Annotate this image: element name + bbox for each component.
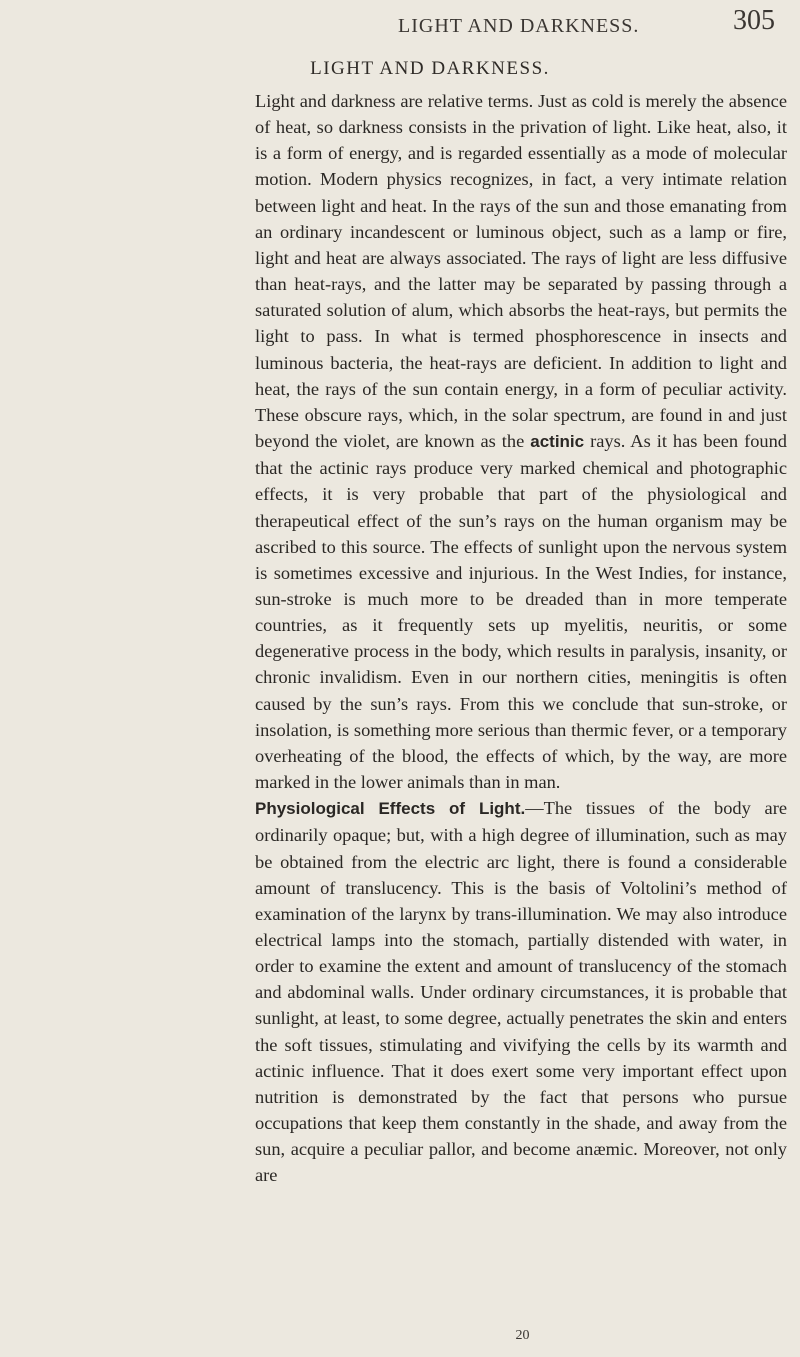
section-heading-physiological: Physiological Effects of Light. xyxy=(255,799,526,819)
chapter-title: LIGHT AND DARKNESS. xyxy=(310,58,550,79)
running-title: LIGHT AND DARKNESS. xyxy=(398,15,640,37)
paragraph-physiological xyxy=(255,795,787,1188)
paragraph-intro xyxy=(255,88,787,795)
paragraph-physiological-text: —The tissues of the body are ordinarily opaque; but, with a high degree of illumination, such as may be obtained from the electric arc light, there is found a considerable amount of translucency. This is the basis of Voltolini’s method of examination of the larynx by trans-illumination. We may also introduce electrical lamps into the stomach, partially distended with water, in order to examine the extent and amount of translucency of the stomach and abdominal walls. Under ordinary circumstances, it is probable that sunlight, at least, to some degree, actually penetrates the skin and enters the soft tissues, stimulating and vivifying the cells by its warmth and actinic influence. That it does exert some very important effect upon nutrition is demonstrated by the fact that persons who pursue occupations that keep them constantly in the shade, and away from the sun, acquire a peculiar pallor, and become anæmic. Moreover, not only are xyxy=(255,798,787,1186)
page-number: 305 xyxy=(733,5,775,36)
paragraph-intro-text-a: Light and darkness are relative terms. Just as cold is merely the absence of heat, so darkness consists in the privation of light. Like heat, also, it is a form of energy, and is regarded essentially as a mode of molecular motion. Modern physics recognizes, in fact, a very intimate relation between light and heat. In the rays of the sun and those emanating from an ordinary incandescent or luminous object, such as a lamp or fire, light and heat are always associated. The rays of light are less diffusive than heat-rays, and the latter may be separated by passing through a saturated solution of alum, which absorbs the heat-rays, but permits the light to pass. In what is termed phosphorescence in insects and luminous bacteria, the heat-rays are deficient. In addition to light and heat, the rays of the sun contain energy, in a form of peculiar activity. These obscure rays, which, in the solar spectrum, are found in and just beyond the violet, are known as the xyxy=(255,91,787,452)
paragraph-intro-text-b: rays. As it has been found that the actinic rays produce very marked chemical and photographic effects, it is very probable that part of the physiological and therapeutical effect of the sun’s rays on the human organism may be ascribed to this source. The effects of sunlight upon the nervous system is sometimes excessive and injurious. In the West Indies, for instance, sun-stroke is much more to be dreaded than in more temperate countries, as it frequently sets up myelitis, neuritis, or some degenerative process in the body, which results in paralysis, insanity, or chronic invalidism. Even in our northern cities, meningitis is often caused by the sun’s rays. From this we conclude that sun-stroke, or insolation, is something more serious than thermic fever, or a temporary overheating of the blood, the effects of which, by the way, are more marked in the lower animals than in man. xyxy=(255,431,787,793)
signature-mark: 20 xyxy=(515,1328,530,1343)
actinic-term: actinic xyxy=(530,432,585,452)
body-text xyxy=(255,88,787,1189)
running-head xyxy=(0,5,800,45)
